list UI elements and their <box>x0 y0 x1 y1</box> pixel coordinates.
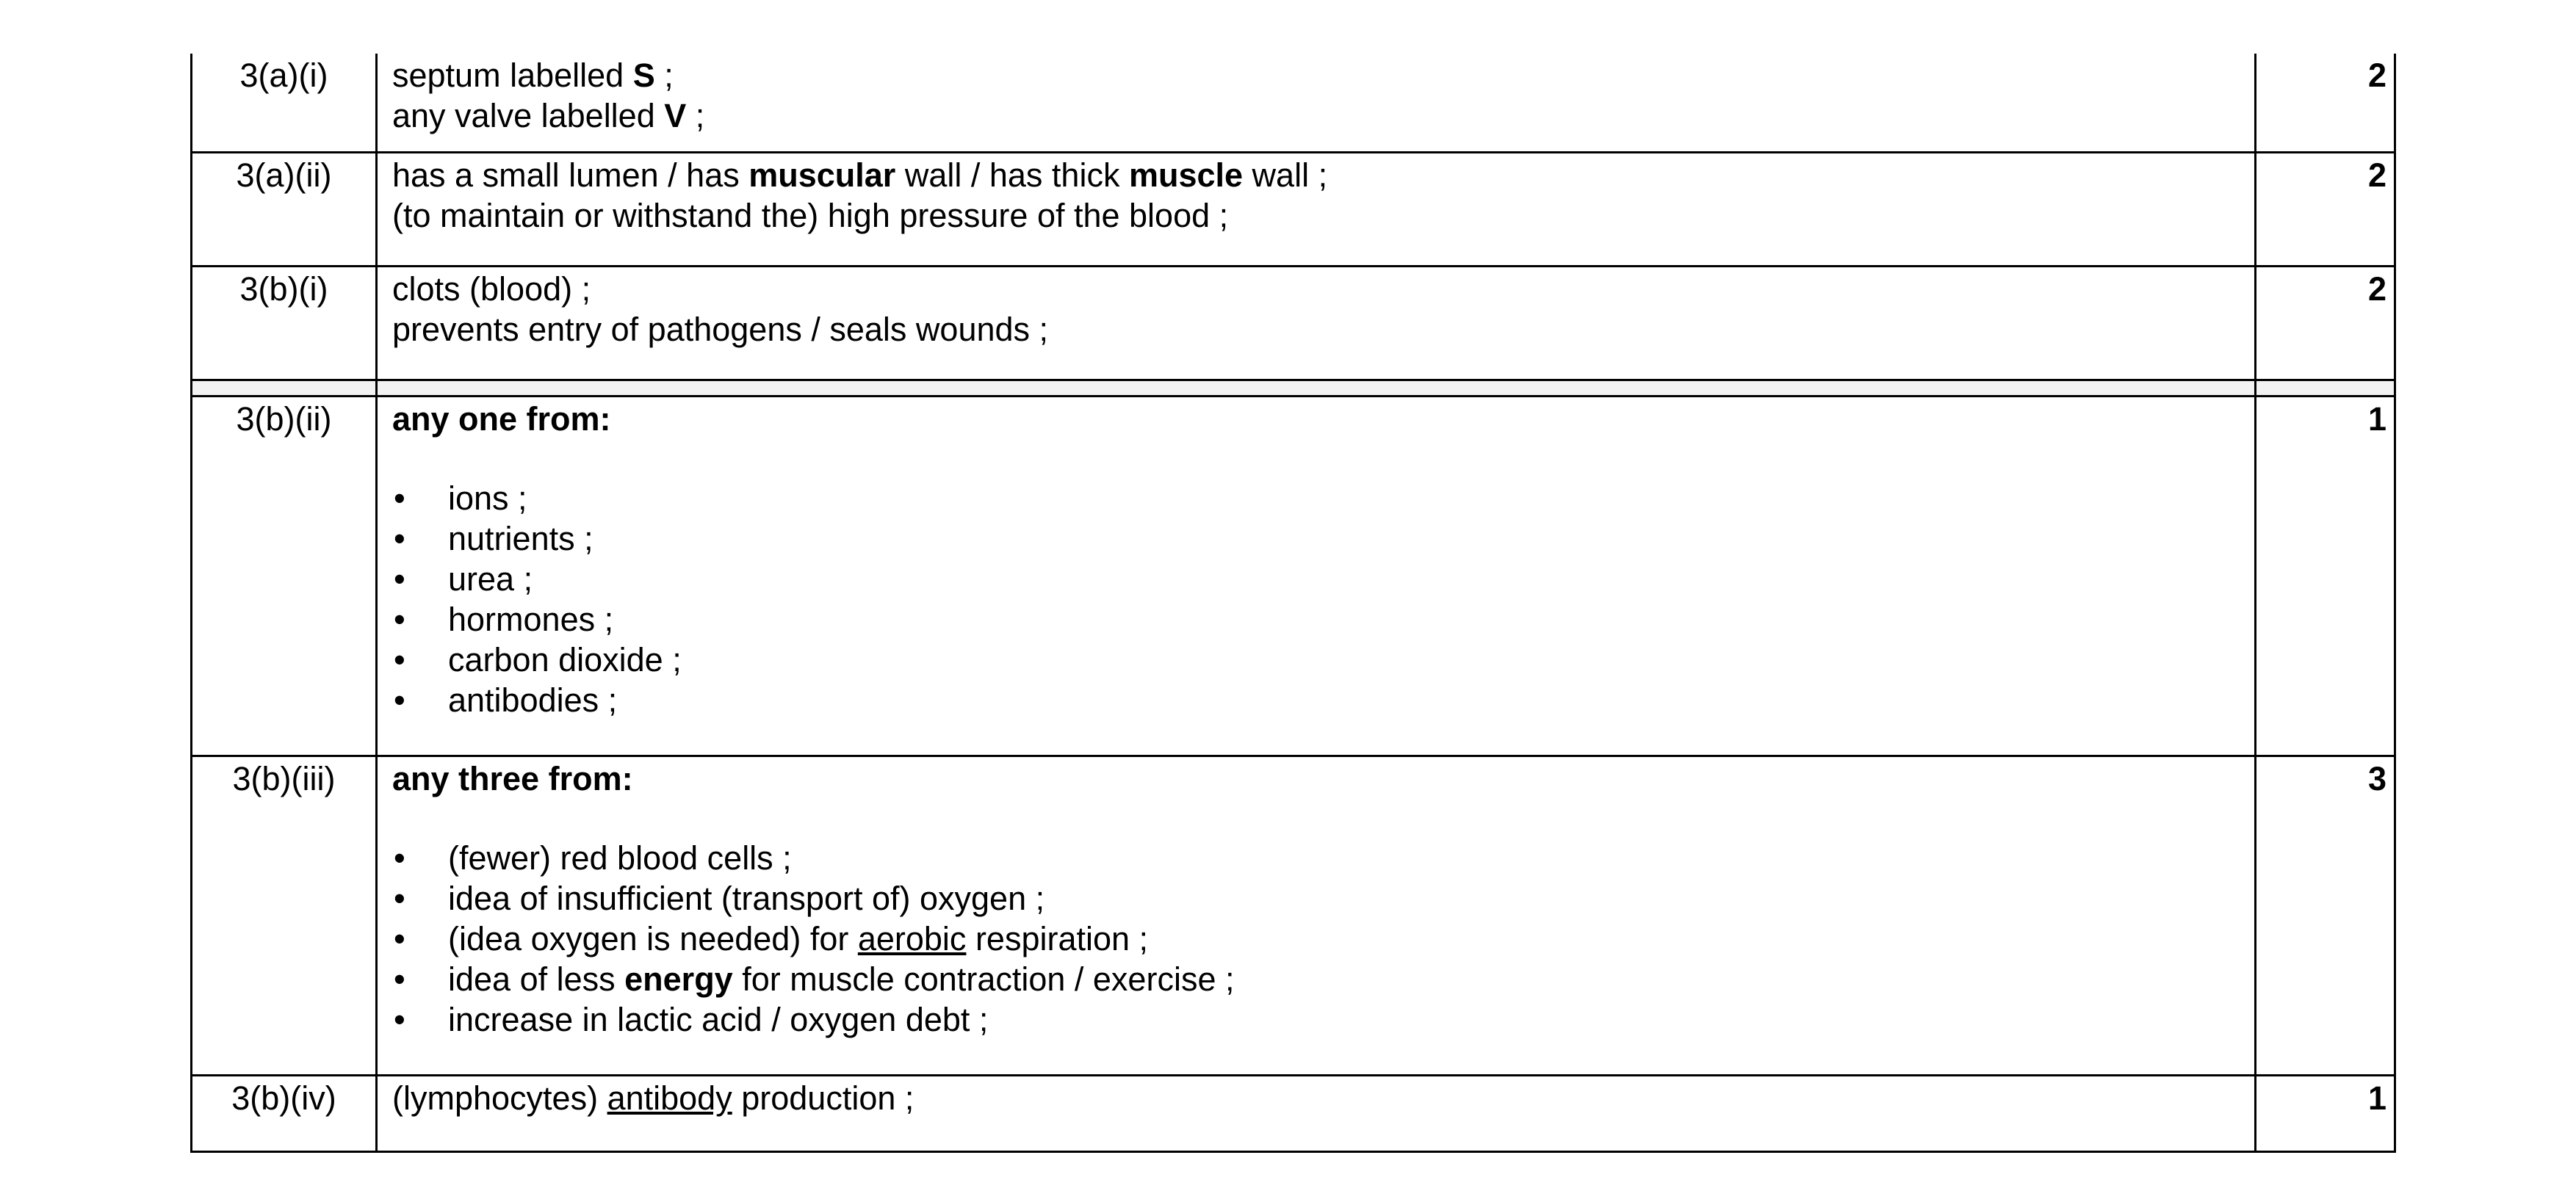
bullet-icon: • <box>394 919 405 957</box>
answer-heading: any three from: <box>392 759 633 797</box>
table-row <box>192 1075 2395 1151</box>
answer-cell <box>377 396 2256 756</box>
page-break-cell <box>2256 380 2395 396</box>
answer-heading: any one from: <box>392 399 611 438</box>
answer-cell <box>377 756 2256 1075</box>
list-item: • ions ; <box>394 479 527 517</box>
list-item: • (idea oxygen is needed) for aerobic respiration ; <box>394 919 1149 957</box>
question-number: 3(b)(i) <box>192 266 377 380</box>
answer-cell <box>377 1075 2256 1151</box>
question-number: 3(b)(ii) <box>192 396 377 756</box>
mark-scheme-table <box>190 54 2396 1153</box>
list-item: • urea ; <box>394 560 533 598</box>
table-row <box>192 54 2395 152</box>
list-item: • idea of insufficient (transport of) oxygen ; <box>394 879 1045 917</box>
list-item: • antibodies ; <box>394 681 618 719</box>
page-break-cell <box>377 380 2256 396</box>
bullet-icon: • <box>394 1000 405 1038</box>
question-number: 3(a)(i) <box>192 54 377 152</box>
answer-cell <box>377 266 2256 380</box>
answer-point-list <box>392 838 2254 1040</box>
marks-cell: 2 <box>2256 266 2395 380</box>
bullet-icon: • <box>394 600 405 638</box>
list-item: • nutrients ; <box>394 519 594 557</box>
table-row <box>192 152 2395 266</box>
answer-line: septum labelled S ; <box>392 57 674 94</box>
bullet-icon: • <box>394 879 405 917</box>
answer-line: has a small lumen / has muscular wall / has thick muscle wall ; <box>392 156 1328 194</box>
table-row <box>192 756 2395 1075</box>
question-number: 3(b)(iv) <box>192 1075 377 1151</box>
page-break-row <box>192 380 2395 396</box>
bullet-icon: • <box>394 839 405 877</box>
list-item: • idea of less energy for muscle contraction / exercise ; <box>394 960 1235 998</box>
marks-cell: 2 <box>2256 54 2395 152</box>
bullet-icon: • <box>394 560 405 598</box>
bullet-icon: • <box>394 640 405 678</box>
bullet-icon: • <box>394 519 405 557</box>
list-item: • carbon dioxide ; <box>394 640 682 678</box>
list-item: • hormones ; <box>394 600 614 638</box>
answer-line: (lymphocytes) antibody production ; <box>392 1079 914 1117</box>
bullet-icon: • <box>394 960 405 998</box>
answer-line: (to maintain or withstand the) high pressure of the blood ; <box>392 196 1229 234</box>
marks-cell: 1 <box>2256 1075 2395 1151</box>
bullet-icon: • <box>394 681 405 719</box>
answer-line: any valve labelled V ; <box>392 97 705 134</box>
bullet-icon: • <box>394 479 405 517</box>
page-break-cell <box>192 380 377 396</box>
table-row <box>192 396 2395 756</box>
list-item: • (fewer) red blood cells ; <box>394 839 792 877</box>
marks-cell: 1 <box>2256 396 2395 756</box>
table-row <box>192 266 2395 380</box>
answer-cell <box>377 152 2256 266</box>
question-number: 3(a)(ii) <box>192 152 377 266</box>
list-item: • increase in lactic acid / oxygen debt ; <box>394 1000 989 1038</box>
answer-point-list <box>392 478 2254 720</box>
marks-cell: 2 <box>2256 152 2395 266</box>
answer-cell <box>377 54 2256 152</box>
marks-cell: 3 <box>2256 756 2395 1075</box>
question-number: 3(b)(iii) <box>192 756 377 1075</box>
answer-line: clots (blood) ; <box>392 269 591 308</box>
answer-line: prevents entry of pathogens / seals wounds ; <box>392 310 1049 348</box>
